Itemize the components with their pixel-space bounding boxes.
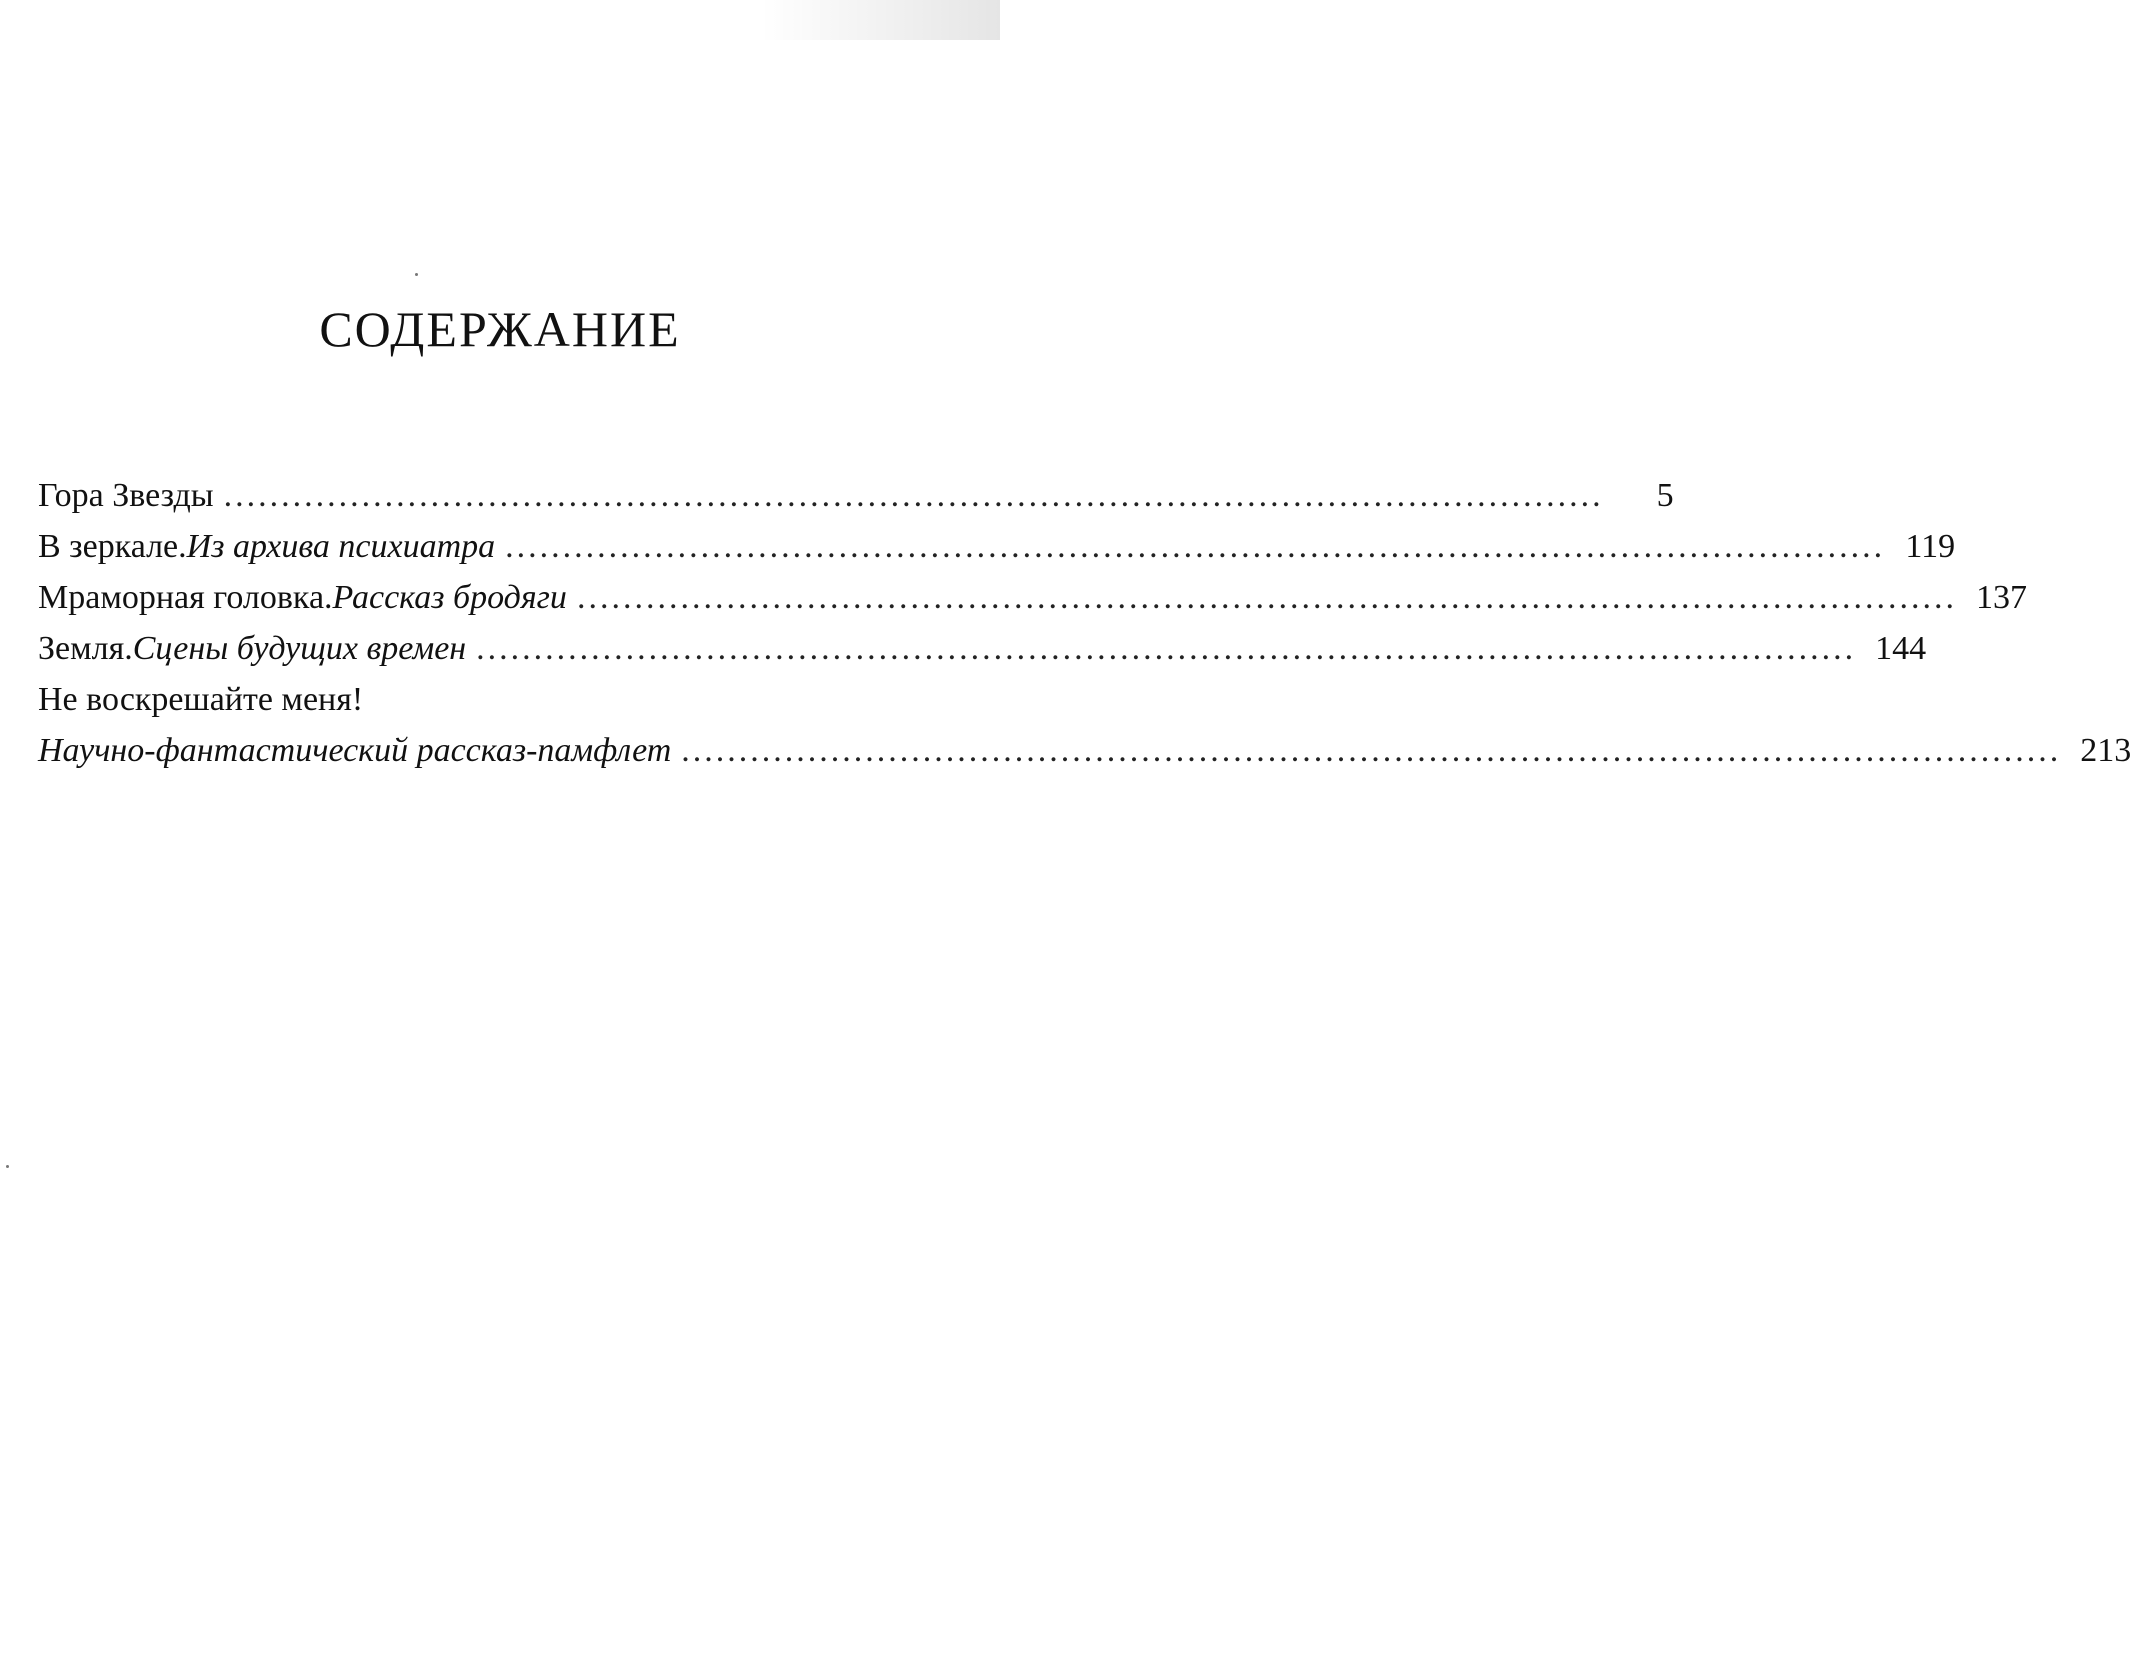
toc-entry[interactable] xyxy=(38,470,1674,521)
scan-speck xyxy=(6,1165,9,1168)
entry-subtitle: Рассказ бродяги xyxy=(332,579,567,616)
toc-entry[interactable] xyxy=(38,623,1927,674)
toc-entry[interactable] xyxy=(38,572,2027,623)
dot-leader: ........................................................................................................................ xyxy=(505,528,1886,565)
page-number: 119 xyxy=(1905,528,1956,565)
dot-leader: ........................................................................................................................ xyxy=(223,477,1604,514)
toc-entry[interactable] xyxy=(38,521,1956,572)
entry-title: В зеркале. xyxy=(38,528,187,565)
entry-subtitle: Научно-фантастический рассказ-памфлет xyxy=(38,732,672,769)
page-number: 137 xyxy=(1975,579,2027,616)
page-number: 5 xyxy=(1656,477,1674,514)
entry-title: Мраморная головка. xyxy=(38,579,333,616)
entry-subtitle: Сцены будущих времен xyxy=(132,630,467,667)
page-number: 144 xyxy=(1875,630,1927,667)
table-of-contents xyxy=(38,470,2131,776)
dot-leader: ........................................................................................................................ xyxy=(681,732,2062,769)
entry-subtitle: Из архива психиатра xyxy=(186,528,496,565)
toc-entry[interactable] xyxy=(38,674,856,725)
scan-shadow xyxy=(760,0,1000,40)
entry-title: Земля. xyxy=(38,630,133,667)
scan-speck xyxy=(415,273,418,276)
toc-entry[interactable] xyxy=(38,725,2131,776)
entry-title: Гора Звезды xyxy=(38,477,214,514)
page-number: 213 xyxy=(2080,732,2131,769)
dot-leader: ........................................................................................................................ xyxy=(576,579,1957,616)
page-title: СОДЕРЖАНИЕ xyxy=(319,301,681,357)
entry-title: Не воскрешайте меня! xyxy=(38,681,364,718)
dot-leader: ........................................................................................................................ xyxy=(476,630,1857,667)
